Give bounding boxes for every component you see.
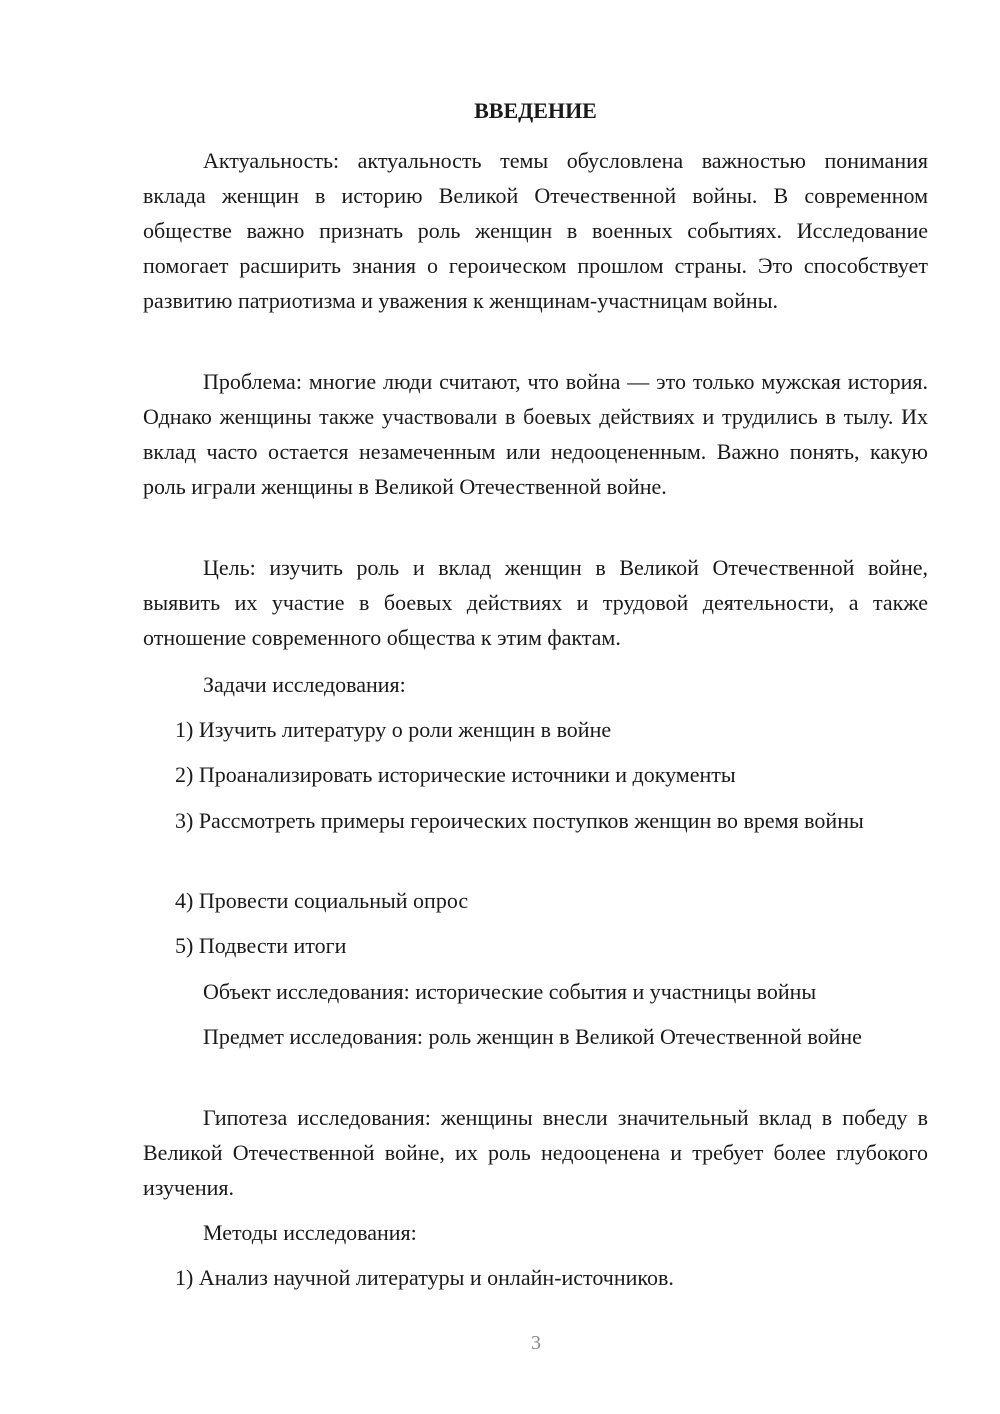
task-item-1-block: [143, 712, 928, 747]
section-heading: ВВЕДЕНИЕ: [474, 98, 597, 123]
task-item-4-block: [143, 883, 928, 918]
method-item: 1) Анализ научной литературы и онлайн-источников.: [175, 1265, 674, 1290]
methods-title-block: [143, 1215, 928, 1250]
task-item: 1) Изучить литературу о роли женщин в войне: [175, 717, 612, 742]
relevance-block: [143, 143, 928, 318]
goal-paragraph: Цель: изучить роль и вклад женщин в Великой Отечественной войне, выявить их участие в боевых действиях и трудовой деятельности, а также отношение современного общества к этим фактам.: [143, 555, 928, 650]
task-item-2-block: [143, 757, 928, 792]
problem-paragraph: Проблема: многие люди считают, что война — это только мужская история. Однако женщины также участвовали в боевых действиях и трудились в тылу. Их вклад часто остается незамеченным или недооцененным. Важно понять, какую роль играли женщины в Великой Отечественной войне.: [143, 369, 928, 499]
methods-title: Методы исследования:: [203, 1220, 417, 1245]
task-item: 3) Рассмотреть примеры героических поступков женщин во время войны: [175, 808, 864, 833]
task-item-5-block: [143, 928, 928, 963]
relevance-paragraph: Актуальность: актуальность темы обусловлена важностью понимания вклада женщин в историю Великой Отечественной войны. В современном обществе важно признать роль женщин в военных событиях. Исследование помогает расширить знания о героическом прошлом страны. Это способствует развитию патриотизма и уважения к женщинам-участницам войны.: [143, 148, 928, 313]
object-block: [143, 974, 928, 1009]
task-item: 5) Подвести итоги: [175, 933, 347, 958]
task-item: 4) Провести социальный опрос: [175, 888, 469, 913]
problem-block: [143, 364, 928, 504]
hypothesis-block: [143, 1100, 928, 1205]
tasks-title: Задачи исследования:: [203, 672, 406, 697]
task-item: 2) Проанализировать исторические источники и документы: [175, 762, 736, 787]
goal-block: [143, 550, 928, 655]
tasks-title-block: [143, 667, 928, 702]
task-item-3-block: [143, 803, 928, 838]
hypothesis-paragraph: Гипотеза исследования: женщины внесли значительный вклад в победу в Великой Отечественной войне, их роль недооценена и требует более глубокого изучения.: [143, 1105, 928, 1200]
subject-block: [143, 1019, 928, 1054]
method-item-1-block: [143, 1260, 928, 1295]
page-number: 3: [531, 1332, 541, 1354]
object-paragraph: Объект исследования: исторические события и участницы войны: [203, 979, 817, 1004]
subject-paragraph: Предмет исследования: роль женщин в Великой Отечественной войне: [203, 1024, 862, 1049]
